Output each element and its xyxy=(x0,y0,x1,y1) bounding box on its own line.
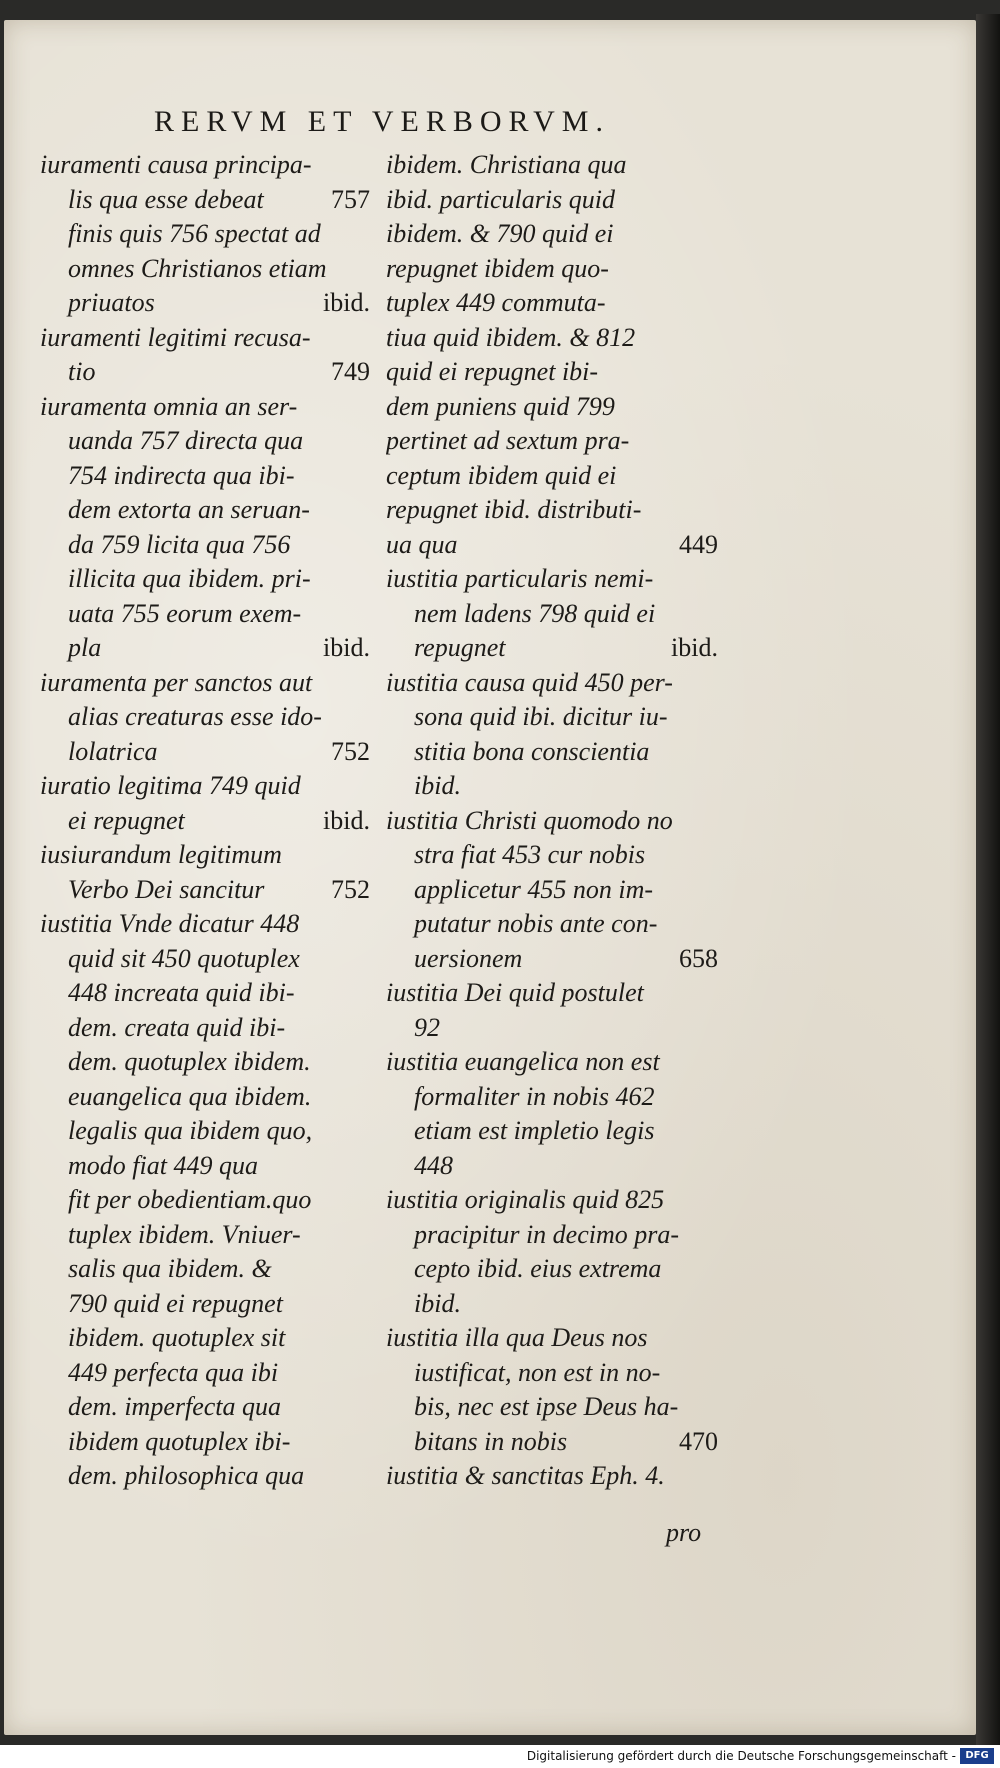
index-line xyxy=(40,907,370,942)
index-entry-text: 92 xyxy=(414,1012,440,1042)
index-line xyxy=(386,252,718,287)
index-entry-text: 790 quid ei repugnet xyxy=(68,1288,283,1318)
page-reference: ibid. xyxy=(323,805,370,835)
index-line xyxy=(40,1252,370,1287)
index-line xyxy=(40,183,370,218)
index-entry-text: illicita qua ibidem. pri- xyxy=(68,564,311,593)
index-entry-text: lis qua esse debeat xyxy=(68,184,264,214)
index-column-right xyxy=(386,148,718,1494)
index-line xyxy=(40,1356,370,1391)
index-entry-text: euangelica qua ibidem. xyxy=(68,1081,312,1111)
index-entry-text: nem ladens 798 quid ei xyxy=(414,598,656,628)
index-entry-text: ibidem. Christiana qua xyxy=(386,150,627,179)
index-entry-text: iustitia euangelica non est xyxy=(386,1047,660,1076)
index-entry-text: modo fiat 449 qua xyxy=(68,1150,258,1180)
index-entry-text: iustitia particularis nemi- xyxy=(386,564,654,593)
index-entry-text: pla xyxy=(68,633,102,662)
index-line xyxy=(40,873,370,908)
index-line xyxy=(40,459,370,494)
index-line xyxy=(40,493,370,528)
index-line xyxy=(40,321,370,356)
index-line xyxy=(40,1149,370,1184)
index-entry-text: iustitia originalis quid 825 xyxy=(386,1185,665,1214)
index-entry-text: priuatos xyxy=(68,288,155,317)
index-entry-text: tio xyxy=(68,357,96,386)
index-entry-text: bis, nec est ipse Deus ha- xyxy=(414,1392,679,1421)
index-line xyxy=(40,1218,370,1253)
index-line xyxy=(40,1321,370,1356)
page-reference: 658 xyxy=(679,943,718,973)
index-line xyxy=(386,873,718,908)
index-entry-text: pracipitur in decimo pra- xyxy=(414,1219,680,1249)
index-entry-text: repugnet xyxy=(414,633,506,662)
index-entry-text: iuratio legitima 749 quid xyxy=(40,771,301,800)
index-entry-text: quid sit 450 quotuplex xyxy=(68,943,300,973)
index-line xyxy=(386,459,718,494)
index-line xyxy=(386,1459,718,1494)
index-line xyxy=(40,1114,370,1149)
index-entry-text: omnes Christianos etiam xyxy=(68,253,327,283)
index-entry-text: dem. imperfecta qua xyxy=(68,1392,282,1421)
index-line xyxy=(40,252,370,287)
index-line xyxy=(40,666,370,701)
page-reference: 757 xyxy=(331,184,370,214)
index-entry-text: salis qua ibidem. & xyxy=(68,1254,272,1283)
index-line xyxy=(40,217,370,252)
page-reference: 752 xyxy=(331,736,370,766)
index-line xyxy=(40,976,370,1011)
index-entry-text: stitia bona conscientia xyxy=(414,736,650,766)
dfg-logo: DFG xyxy=(960,1748,994,1764)
index-entry-text: ei repugnet xyxy=(68,805,185,835)
index-entry-text: formaliter in nobis 462 xyxy=(414,1081,655,1111)
index-line xyxy=(386,942,718,977)
index-line xyxy=(386,528,718,563)
index-entry-text: alias creaturas esse ido- xyxy=(68,702,322,731)
index-line xyxy=(386,355,718,390)
index-entry-text: etiam est impletio legis xyxy=(414,1116,655,1145)
index-line xyxy=(386,1045,718,1080)
digitization-footer xyxy=(0,1745,1000,1768)
index-line xyxy=(40,769,370,804)
index-line xyxy=(386,804,718,839)
index-line xyxy=(40,148,370,183)
index-line xyxy=(386,424,718,459)
index-entry-text: fit per obedientiam.quo xyxy=(68,1185,312,1214)
index-line xyxy=(386,562,718,597)
index-entry-text: uata 755 eorum exem- xyxy=(68,598,302,628)
index-entry-text: dem puniens quid 799 xyxy=(386,391,615,421)
index-entry-text: tuplex 449 commuta- xyxy=(386,288,606,317)
index-line xyxy=(40,1459,370,1494)
index-line xyxy=(386,631,718,666)
index-line xyxy=(40,597,370,632)
index-line xyxy=(40,1183,370,1218)
index-entry-text: cepto ibid. eius extrema xyxy=(414,1254,662,1283)
index-entry-text: repugnet ibid. distributi- xyxy=(386,495,642,524)
page-reference: ibid. xyxy=(323,633,370,662)
index-line xyxy=(40,1425,370,1460)
index-line xyxy=(386,907,718,942)
index-entry-text: Verbo Dei sancitur xyxy=(68,874,265,904)
index-entry-text: applicetur 455 non im- xyxy=(414,874,654,904)
index-line xyxy=(386,1011,718,1046)
index-line xyxy=(40,286,370,321)
running-head: RERVM ET VERBORVM. xyxy=(154,105,610,138)
index-line xyxy=(386,769,718,804)
index-column-left xyxy=(40,148,370,1494)
page-reference: 749 xyxy=(331,357,370,386)
index-entry-text: iustitia & sanctitas Eph. 4. xyxy=(386,1461,665,1490)
index-line xyxy=(40,700,370,735)
index-entry-text: da 759 licita qua 756 xyxy=(68,529,291,559)
index-line xyxy=(386,321,718,356)
index-line xyxy=(386,1321,718,1356)
index-entry-text: 449 perfecta qua ibi xyxy=(68,1357,279,1387)
index-line xyxy=(386,1183,718,1218)
index-line xyxy=(386,217,718,252)
index-entry-text: pertinet ad sextum pra- xyxy=(386,426,630,455)
index-entry-text: iustitia Christi quomodo no xyxy=(386,805,673,835)
index-line xyxy=(386,838,718,873)
page-reference: ibid. xyxy=(323,288,370,317)
index-entry-text: ibid. particularis quid xyxy=(386,184,615,214)
index-line xyxy=(40,735,370,770)
index-entry-text: ibidem. & 790 quid ei xyxy=(386,219,614,248)
index-entry-text: iuramenta per sanctos aut xyxy=(40,667,313,697)
index-entry-text: iuramenta omnia an ser- xyxy=(40,391,298,421)
index-entry-text: sona quid ibi. dicitur iu- xyxy=(414,702,668,731)
index-entry-text: uersionem xyxy=(414,943,523,973)
index-line xyxy=(40,1011,370,1046)
index-entry-text: legalis qua ibidem quo, xyxy=(68,1116,313,1145)
index-entry-text: tuplex ibidem. Vniuer- xyxy=(68,1219,301,1249)
index-entry-text: finis quis 756 spectat ad xyxy=(68,219,321,248)
page-edge-shadow xyxy=(976,14,1000,1745)
index-entry-text: iustitia Vnde dicatur 448 xyxy=(40,909,300,938)
index-line xyxy=(386,286,718,321)
index-entry-text: iusiurandum legitimum xyxy=(40,840,282,869)
index-entry-text: ceptum ibidem quid ei xyxy=(386,460,617,490)
index-entry-text: stra fiat 453 cur nobis xyxy=(414,840,646,869)
index-line xyxy=(386,666,718,701)
index-entry-text: ibid. xyxy=(414,1288,461,1318)
page-reference: 449 xyxy=(679,529,718,559)
book-page xyxy=(4,20,976,1735)
index-entry-text: repugnet ibidem quo- xyxy=(386,253,609,283)
index-entry-text: 448 xyxy=(414,1150,453,1180)
index-line xyxy=(40,838,370,873)
page-reference: ibid. xyxy=(671,633,718,662)
index-entry-text: putatur nobis ante con- xyxy=(414,909,658,938)
index-entry-text: dem extorta an seruan- xyxy=(68,495,310,524)
index-entry-text: ibidem. quotuplex sit xyxy=(68,1323,286,1352)
index-entry-text: 754 indirecta qua ibi- xyxy=(68,460,295,490)
index-entry-text: ibid. xyxy=(414,771,461,800)
index-entry-text: 448 increata quid ibi- xyxy=(68,978,295,1007)
index-line xyxy=(40,528,370,563)
index-line xyxy=(386,183,718,218)
index-entry-text: iustitia causa quid 450 per- xyxy=(386,667,673,697)
index-line xyxy=(386,1287,718,1322)
index-line xyxy=(40,1390,370,1425)
index-line xyxy=(386,735,718,770)
index-entry-text: iuramenti causa principa- xyxy=(40,150,312,179)
index-entry-text: ibidem quotuplex ibi- xyxy=(68,1426,291,1456)
index-line xyxy=(386,1425,718,1460)
index-entry-text: dem. philosophica qua xyxy=(68,1461,305,1490)
index-entry-text: iustitia illa qua Deus nos xyxy=(386,1323,648,1352)
index-entry-text: ua qua xyxy=(386,529,458,559)
index-line xyxy=(386,1114,718,1149)
index-entry-text: bitans in nobis xyxy=(414,1426,568,1456)
index-entry-text: iuramenti legitimi recusa- xyxy=(40,322,311,352)
index-line xyxy=(40,1045,370,1080)
index-line xyxy=(386,1149,718,1184)
index-line xyxy=(40,424,370,459)
index-line xyxy=(386,1252,718,1287)
funding-notice: Digitalisierung gefördert durch die Deutsche Forschungsgemeinschaft - xyxy=(526,1749,956,1763)
catchword: pro xyxy=(666,1518,702,1547)
index-line xyxy=(40,390,370,425)
index-entry-text: tiua quid ibidem. & 812 xyxy=(386,322,636,352)
index-entry-text: dem. creata quid ibi- xyxy=(68,1012,286,1042)
index-entry-text: iustitia Dei quid postulet xyxy=(386,978,644,1007)
index-line xyxy=(40,942,370,977)
index-line xyxy=(40,1080,370,1115)
page-reference: 470 xyxy=(679,1426,718,1456)
index-line xyxy=(386,700,718,735)
index-line xyxy=(40,1287,370,1322)
index-entry-text: uanda 757 directa qua xyxy=(68,426,304,455)
index-entry-text: dem. quotuplex ibidem. xyxy=(68,1047,311,1076)
index-line xyxy=(386,1356,718,1391)
index-line xyxy=(386,976,718,1011)
index-line xyxy=(386,148,718,183)
index-line xyxy=(40,562,370,597)
index-line xyxy=(40,804,370,839)
index-line xyxy=(386,493,718,528)
index-line xyxy=(40,355,370,390)
index-entry-text: iustificat, non est in no- xyxy=(414,1357,661,1387)
index-line xyxy=(386,1218,718,1253)
index-line xyxy=(386,1390,718,1425)
index-line xyxy=(386,390,718,425)
index-line xyxy=(386,1080,718,1115)
page-reference: 752 xyxy=(331,874,370,904)
index-line xyxy=(386,597,718,632)
index-entry-text: lolatrica xyxy=(68,736,158,766)
index-entry-text: quid ei repugnet ibi- xyxy=(386,357,599,386)
index-line xyxy=(40,631,370,666)
